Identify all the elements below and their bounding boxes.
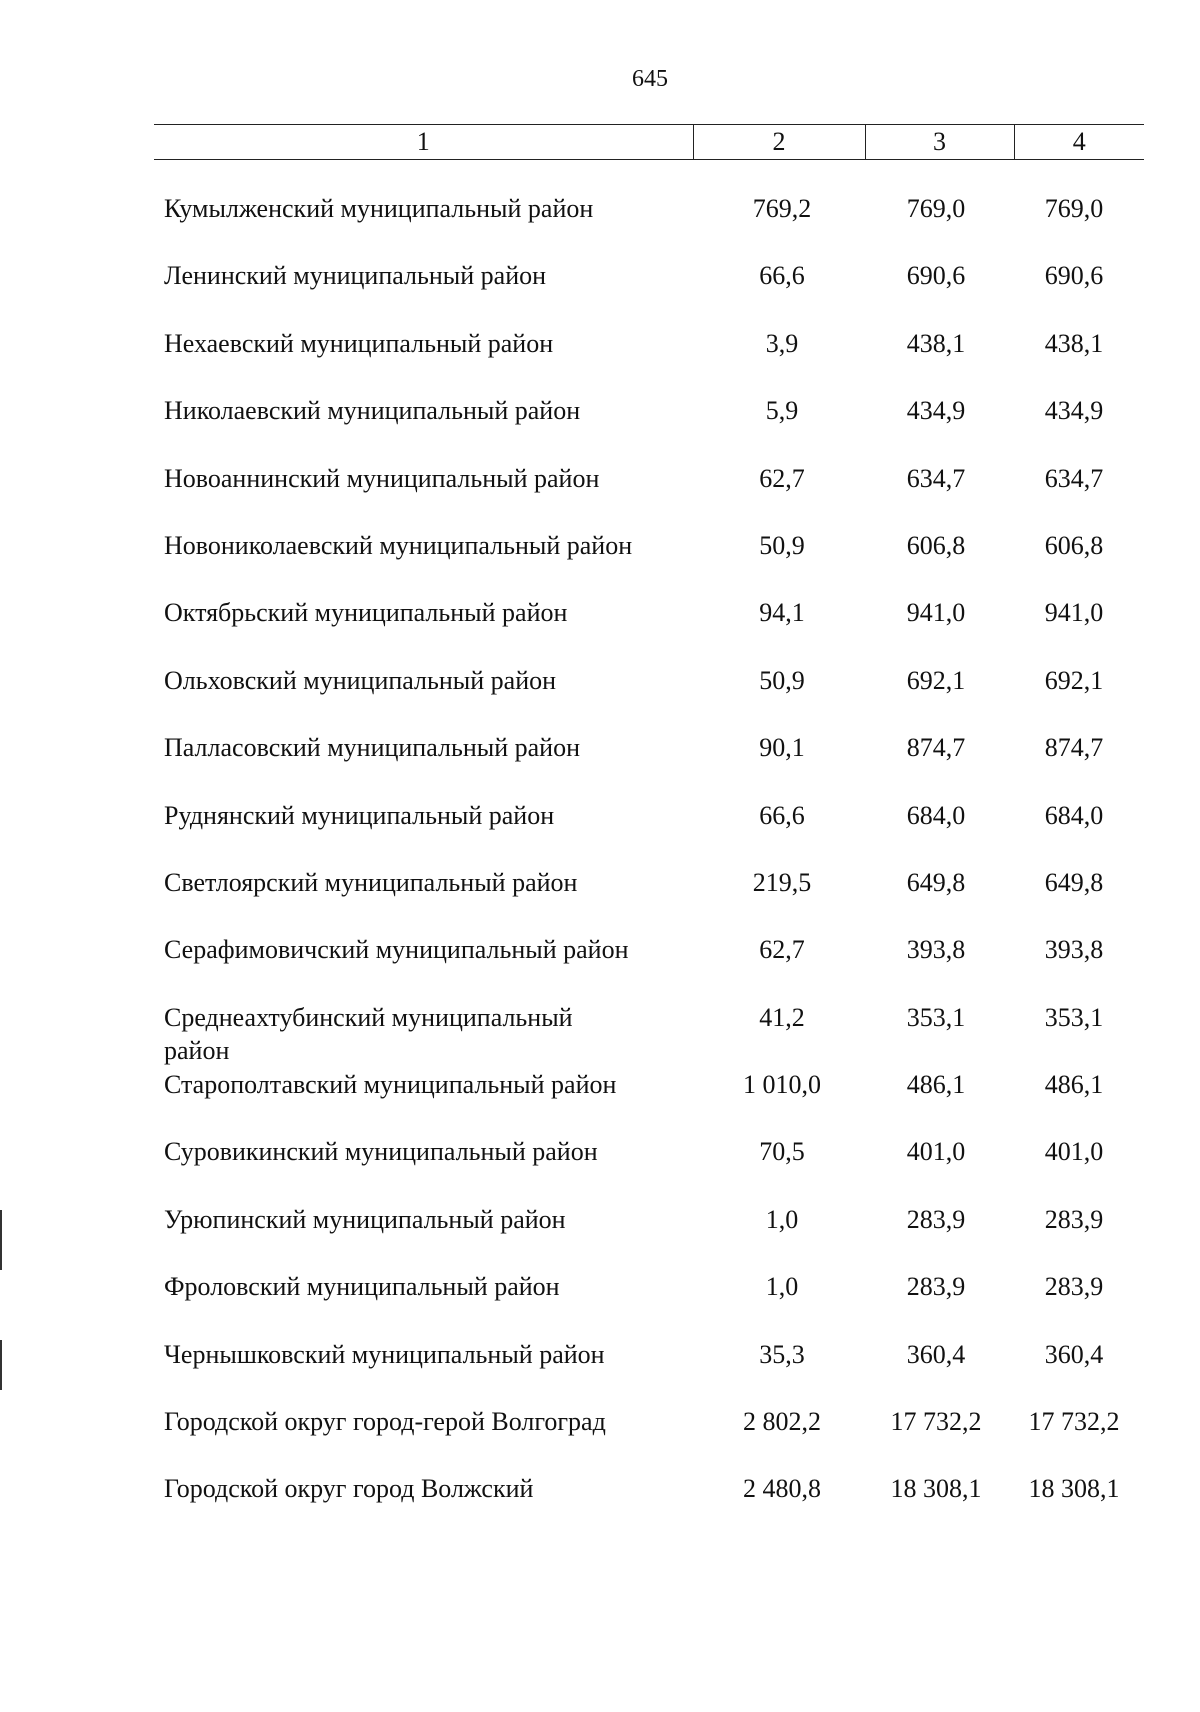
- header-col-2: 2: [693, 125, 865, 160]
- row-value-col-4: 634,7: [1044, 463, 1104, 493]
- row-name: Суровикинский муниципальный район: [164, 1137, 598, 1167]
- row-value-col-2: 62,7: [759, 935, 805, 965]
- row-value-col-4: 606,8: [1044, 530, 1104, 560]
- table-row: [0, 584, 1200, 651]
- row-value-col-4: 393,8: [1044, 935, 1104, 965]
- table-header: [154, 124, 1144, 160]
- row-name: Октябрьский муниципальный район: [164, 598, 568, 628]
- table-row: [0, 450, 1200, 517]
- row-value-col-2: 66,6: [759, 800, 805, 830]
- row-value-col-4: 401,0: [1044, 1137, 1104, 1167]
- row-value-col-2: 70,5: [759, 1137, 805, 1167]
- row-name: Палласовский муниципальный район: [164, 733, 580, 763]
- row-value-col-2: 90,1: [759, 733, 805, 763]
- row-value-col-4: 486,1: [1044, 1070, 1104, 1100]
- row-value-col-4: 360,4: [1044, 1339, 1104, 1369]
- row-value-col-4: 434,9: [1044, 396, 1104, 426]
- header-col-4: 4: [1014, 125, 1144, 160]
- row-value-col-2: 1 010,0: [743, 1070, 821, 1100]
- table-row: [0, 787, 1200, 854]
- row-value-col-2: 2 802,2: [743, 1407, 821, 1437]
- row-value-col-4: 283,9: [1044, 1204, 1104, 1234]
- table-row: [0, 1326, 1200, 1393]
- row-value-col-2: 1,0: [765, 1204, 799, 1234]
- row-value-col-4: 684,0: [1044, 800, 1104, 830]
- row-value-col-3: 434,9: [906, 396, 966, 426]
- row-value-col-3: 393,8: [906, 935, 966, 965]
- table-row: [0, 1056, 1200, 1123]
- table-row: [0, 1191, 1200, 1258]
- row-value-col-4: 649,8: [1044, 867, 1104, 897]
- row-name: Серафимовичский муниципальный район: [164, 935, 629, 965]
- row-value-col-2: 50,9: [759, 530, 805, 560]
- row-value-col-3: 606,8: [906, 530, 966, 560]
- table-row: [0, 1123, 1200, 1190]
- row-value-col-2: 50,9: [759, 665, 805, 695]
- row-value-col-3: 18 308,1: [890, 1474, 982, 1504]
- table-row: [0, 517, 1200, 584]
- table-row: [0, 719, 1200, 786]
- row-value-col-4: 353,1: [1044, 1002, 1104, 1032]
- table-row: [0, 652, 1200, 719]
- row-value-col-2: 5,9: [765, 396, 799, 426]
- row-value-col-2: 62,7: [759, 463, 805, 493]
- header-col-3: 3: [865, 125, 1014, 160]
- row-value-col-2: 41,2: [759, 1002, 805, 1032]
- row-value-col-3: 401,0: [906, 1137, 966, 1167]
- row-name: Среднеахтубинский муниципальный район: [164, 1002, 573, 1065]
- row-name: Фроловский муниципальный район: [164, 1272, 560, 1302]
- row-value-col-2: 1,0: [765, 1272, 799, 1302]
- row-value-col-4: 941,0: [1044, 598, 1104, 628]
- row-value-col-4: 17 732,2: [1028, 1407, 1120, 1437]
- row-value-col-3: 769,0: [906, 194, 966, 223]
- table-row: [0, 1258, 1200, 1325]
- page-number: 645: [632, 66, 668, 92]
- row-value-col-3: 283,9: [906, 1272, 966, 1302]
- table-row: [0, 921, 1200, 988]
- row-name: Кумылженский муниципальный район: [164, 194, 594, 223]
- table-row: [0, 854, 1200, 921]
- row-value-col-3: 690,6: [906, 261, 966, 291]
- row-value-col-3: 649,8: [906, 867, 966, 897]
- table-row: [0, 989, 1200, 1065]
- row-value-col-4: 690,6: [1044, 261, 1104, 291]
- table-row: [0, 382, 1200, 449]
- row-value-col-3: 438,1: [906, 328, 966, 358]
- row-name: Руднянский муниципальный район: [164, 800, 555, 830]
- row-name: Нехаевский муниципальный район: [164, 328, 554, 358]
- row-value-col-3: 360,4: [906, 1339, 966, 1369]
- row-value-col-4: 769,0: [1044, 194, 1104, 223]
- row-name: Ленинский муниципальный район: [164, 261, 547, 291]
- row-value-col-3: 874,7: [906, 733, 966, 763]
- row-name: Городской округ город-герой Волгоград: [164, 1407, 606, 1437]
- row-value-col-4: 18 308,1: [1028, 1474, 1120, 1504]
- table-row: [0, 247, 1200, 314]
- row-value-col-2: 2 480,8: [743, 1474, 821, 1504]
- table-row: [0, 1393, 1200, 1460]
- row-value-col-4: 692,1: [1044, 665, 1104, 695]
- row-value-col-3: 684,0: [906, 800, 966, 830]
- row-value-col-2: 3,9: [765, 328, 799, 358]
- row-value-col-2: 769,2: [752, 194, 812, 223]
- row-value-col-4: 874,7: [1044, 733, 1104, 763]
- row-value-col-3: 283,9: [906, 1204, 966, 1234]
- row-value-col-2: 219,5: [752, 867, 812, 897]
- row-value-col-3: 941,0: [906, 598, 966, 628]
- row-name: Чернышковский муниципальный район: [164, 1339, 605, 1369]
- row-value-col-3: 17 732,2: [890, 1407, 982, 1437]
- row-value-col-2: 66,6: [759, 261, 805, 291]
- row-name: Ольховский муниципальный район: [164, 665, 557, 695]
- row-name: Николаевский муниципальный район: [164, 396, 581, 426]
- table-row: [0, 180, 1200, 247]
- row-name: Светлоярский муниципальный район: [164, 867, 578, 897]
- row-value-col-3: 486,1: [906, 1070, 966, 1100]
- row-value-col-4: 438,1: [1044, 328, 1104, 358]
- scan-edge-mark: [0, 1210, 2, 1270]
- row-name: Новониколаевский муниципальный район: [164, 530, 633, 560]
- row-value-col-3: 634,7: [906, 463, 966, 493]
- row-value-col-2: 94,1: [759, 598, 805, 628]
- row-name: Старополтавский муниципальный район: [164, 1070, 617, 1100]
- table-row: [0, 1460, 1200, 1527]
- row-value-col-3: 692,1: [906, 665, 966, 695]
- row-name: Городской округ город Волжский: [164, 1474, 534, 1504]
- scan-edge-mark: [0, 1340, 2, 1390]
- table-body: [0, 180, 1200, 1528]
- header-col-1: 1: [154, 125, 693, 160]
- table-row: [0, 315, 1200, 382]
- row-name: Урюпинский муниципальный район: [164, 1204, 566, 1234]
- row-name: Новоаннинский муниципальный район: [164, 463, 600, 493]
- row-value-col-2: 35,3: [759, 1339, 805, 1369]
- row-value-col-3: 353,1: [906, 1002, 966, 1032]
- row-value-col-4: 283,9: [1044, 1272, 1104, 1302]
